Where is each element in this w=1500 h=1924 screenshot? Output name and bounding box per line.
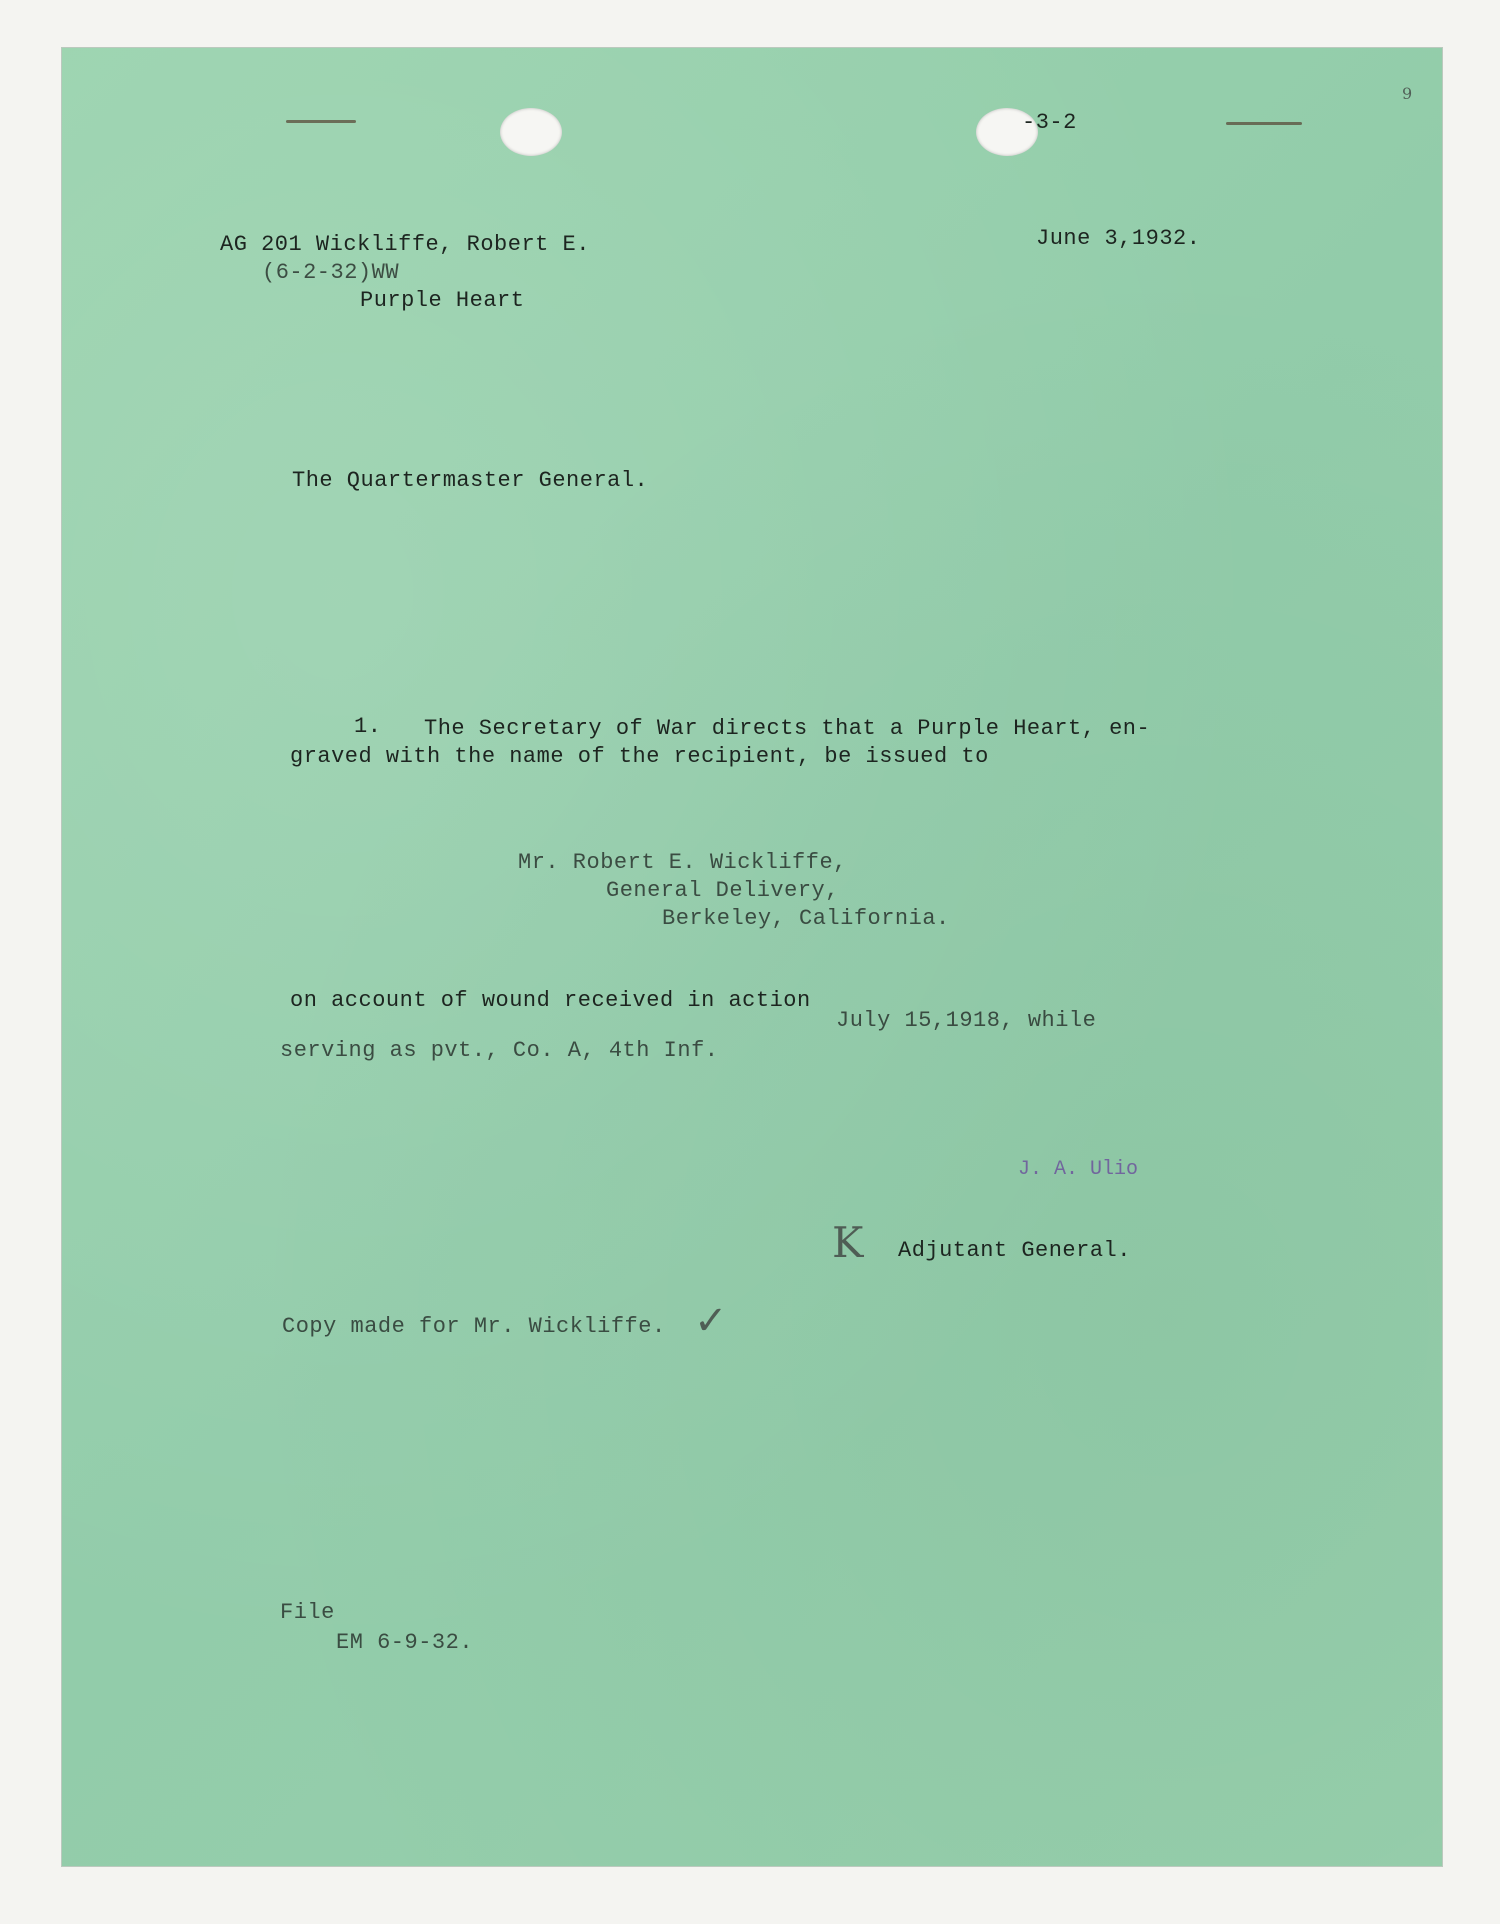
addressee: The Quartermaster General. — [292, 468, 649, 493]
recipient-address-line-3: Berkeley, California. — [662, 906, 950, 931]
paragraph-line-2: graved with the name of the recipient, be issued to — [290, 744, 989, 769]
paragraph-number: 1. — [354, 714, 382, 739]
file-date-initials: (6-2-32)WW — [262, 260, 400, 285]
recipient-address-line-2: General Delivery, — [606, 878, 839, 903]
document-page — [62, 48, 1442, 1866]
punch-hole-left — [500, 108, 562, 156]
file-reference-note: EM 6-9-32. — [336, 1630, 474, 1655]
corner-page-number: 9 — [1402, 84, 1413, 103]
top-code: -3-2 — [1022, 110, 1077, 135]
service-text: serving as pvt., Co. A, 4th Inf. — [280, 1038, 719, 1063]
subject-line: Purple Heart — [360, 288, 525, 313]
letter-date: June 3,1932. — [1036, 226, 1201, 251]
action-date: July 15,1918, while — [836, 1008, 1097, 1033]
action-text: on account of wound received in action — [290, 988, 811, 1013]
pencil-initial-mark: K — [832, 1218, 864, 1267]
recipient-name: Mr. Robert E. Wickliffe, — [518, 850, 847, 875]
paragraph-line-1: The Secretary of War directs that a Purple Heart, en- — [424, 716, 1151, 741]
file-reference: AG 201 Wickliffe, Robert E. — [220, 232, 590, 257]
check-mark: ✓ — [694, 1298, 728, 1344]
copy-note: Copy made for Mr. Wickliffe. — [282, 1314, 666, 1339]
paper-fastener-right — [1226, 122, 1302, 125]
paper-fastener-left — [286, 120, 356, 123]
signature-stamp: J. A. Ulio — [1018, 1158, 1139, 1181]
file-label: File — [280, 1600, 335, 1625]
signature-title: Adjutant General. — [898, 1238, 1131, 1263]
